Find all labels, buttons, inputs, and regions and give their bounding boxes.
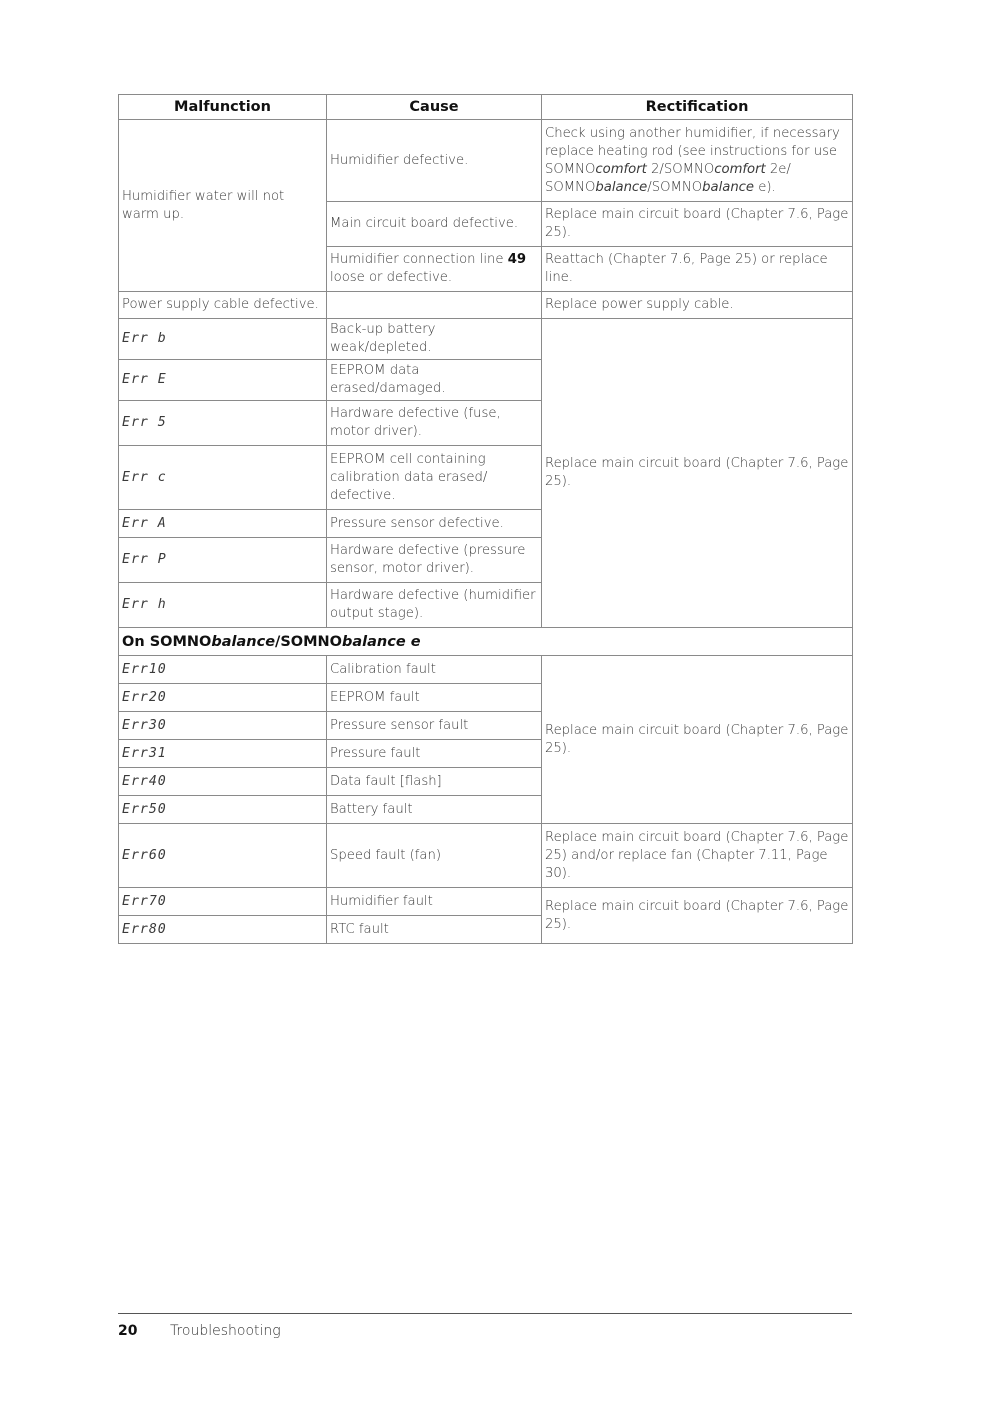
- page-footer: [118, 1323, 281, 1339]
- error-code: Err70: [119, 888, 327, 916]
- cause-cell: Back-up battery weak/depleted.: [327, 319, 542, 360]
- table-row: [119, 656, 853, 684]
- error-code: Err 5: [119, 401, 327, 446]
- error-code: Err10: [119, 656, 327, 684]
- cause-cell: EEPROM cell containing calibration data erased/ defective.: [327, 446, 542, 510]
- table-row: [119, 319, 853, 360]
- cause-cell: Battery fault: [327, 796, 542, 824]
- malfunction-cell: Humidifier water will not warm up.: [119, 120, 327, 292]
- footer-title: Troubleshooting: [169, 1323, 281, 1339]
- section-heading: On SOMNObalance/SOMNObalance e: [119, 628, 853, 656]
- cause-cell: Humidifier connection line 49 loose or defective.: [327, 247, 542, 292]
- table-row: [119, 292, 853, 319]
- cause-cell: Calibration fault: [327, 656, 542, 684]
- section-row: [119, 628, 853, 656]
- error-code: Err40: [119, 768, 327, 796]
- error-code: Err h: [119, 583, 327, 628]
- cause-cell: EEPROM data erased/damaged.: [327, 360, 542, 401]
- cause-cell: Speed fault (fan): [327, 824, 542, 888]
- error-code: Err b: [119, 319, 327, 360]
- error-code: Err50: [119, 796, 327, 824]
- rectification-cell: Replace power supply cable.: [542, 292, 853, 319]
- table-row: [119, 824, 853, 888]
- error-code: Err30: [119, 712, 327, 740]
- table-row: [119, 888, 853, 916]
- page-number: 20: [118, 1323, 138, 1339]
- cause-cell: Humidifier fault: [327, 888, 542, 916]
- table-header-row: [119, 95, 853, 120]
- rectification-cell: Reattach (Chapter 7.6, Page 25) or replace line.: [542, 247, 853, 292]
- header-cause: Cause: [327, 95, 542, 120]
- error-code: Err80: [119, 916, 327, 944]
- cause-cell: EEPROM fault: [327, 684, 542, 712]
- cause-cell: Hardware defective (pressure sensor, motor driver).: [327, 538, 542, 583]
- rectification-cell: Check using another humidifier, if necessary replace heating rod (see instructions for use SOMNOcomfort 2/SOMNOcomfort 2e/ SOMNObalance/SOMNObalance e).: [542, 120, 853, 202]
- error-code: Err60: [119, 824, 327, 888]
- error-code: Err c: [119, 446, 327, 510]
- cause-cell: Data fault [flash]: [327, 768, 542, 796]
- rectification-cell: Replace main circuit board (Chapter 7.6, Page 25).: [542, 319, 853, 628]
- error-code: Err31: [119, 740, 327, 768]
- cause-cell: RTC fault: [327, 916, 542, 944]
- error-code: Err20: [119, 684, 327, 712]
- header-rectification: Rectification: [542, 95, 853, 120]
- rectification-cell: Replace main circuit board (Chapter 7.6, Page 25) and/or replace fan (Chapter 7.11, Page 30).: [542, 824, 853, 888]
- cause-cell: Hardware defective (fuse, motor driver).: [327, 401, 542, 446]
- cause-cell: Main circuit board defective.: [327, 202, 542, 247]
- cause-cell: Pressure sensor fault: [327, 712, 542, 740]
- cause-cell: Hardware defective (humidifier output stage).: [327, 583, 542, 628]
- cause-cell: Pressure fault: [327, 740, 542, 768]
- rectification-cell: Replace main circuit board (Chapter 7.6, Page 25).: [542, 202, 853, 247]
- header-malfunction: Malfunction: [119, 95, 327, 120]
- malfunction-cell: Power supply cable defective.: [119, 292, 327, 319]
- troubleshooting-table: [118, 94, 853, 944]
- table-row: [119, 120, 853, 202]
- rectification-cell: Replace main circuit board (Chapter 7.6, Page 25).: [542, 656, 853, 824]
- cause-cell: Humidifier defective.: [327, 120, 542, 202]
- footer-divider: [118, 1313, 852, 1314]
- error-code: Err A: [119, 510, 327, 538]
- rectification-cell: Replace main circuit board (Chapter 7.6, Page 25).: [542, 888, 853, 944]
- cause-cell: [327, 292, 542, 319]
- error-code: Err E: [119, 360, 327, 401]
- cause-cell: Pressure sensor defective.: [327, 510, 542, 538]
- error-code: Err P: [119, 538, 327, 583]
